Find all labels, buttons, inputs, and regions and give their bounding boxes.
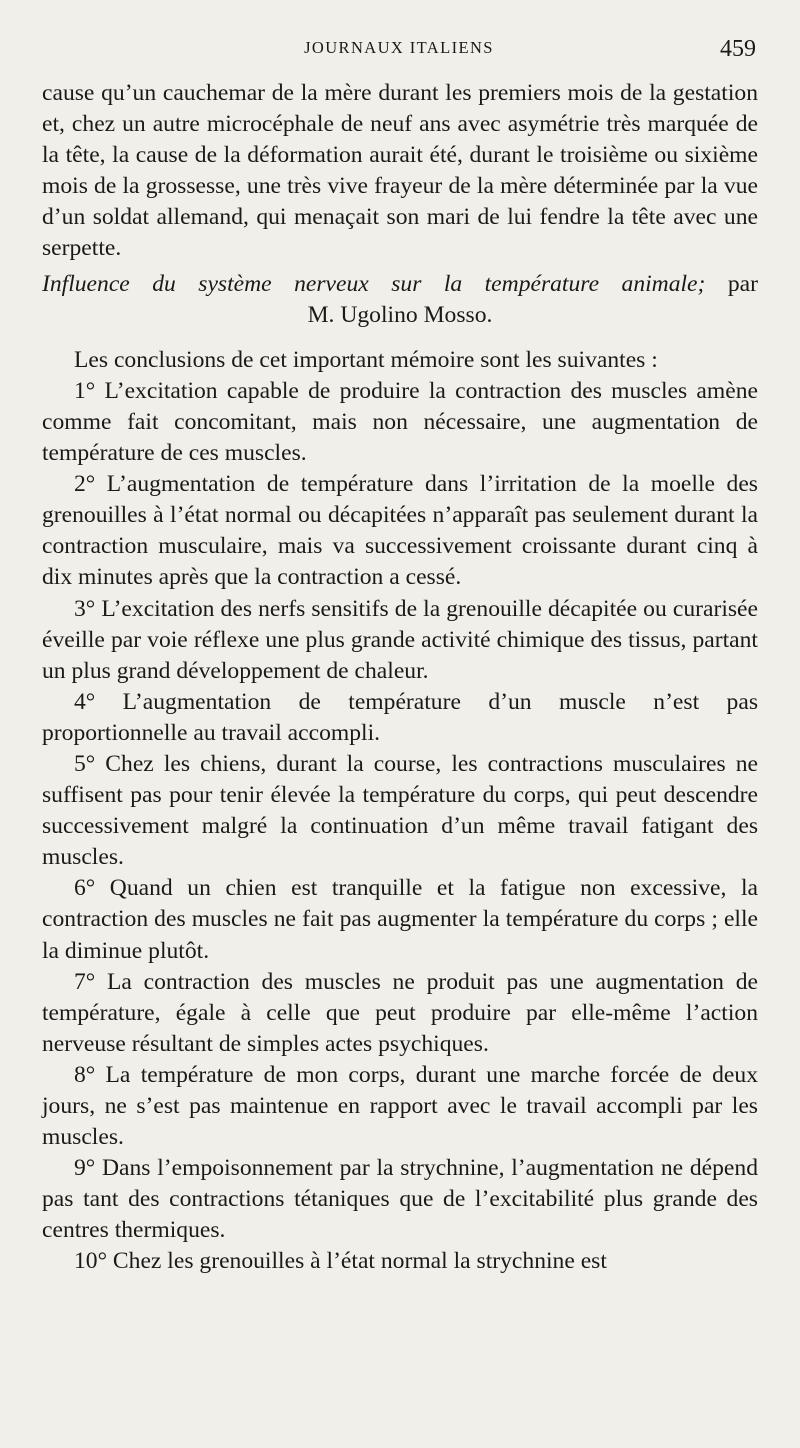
page-header	[42, 36, 756, 70]
conclusion-10: 10° Chez les grenouilles à l’état normal la strychnine est	[74, 1248, 607, 1275]
conclusion-5: 5° Chez les chiens, durant la course, les contractions musculaires ne suffisent pas pour tenir élevée la température du corps, qui peut descendre successivement malgré la continuation d’un même travail fatigant des muscles.	[42, 750, 758, 871]
page-number: 459	[720, 36, 756, 62]
body-text	[42, 78, 758, 1278]
article-title: Influence du système nerveux sur la température animale;	[42, 270, 706, 297]
conclusion-9: 9° Dans l’empoisonnement par la strychnine, l’augmentation ne dépend pas tant des contractions tétaniques que de l’excitabilité plus grande des centres thermiques.	[42, 1155, 758, 1244]
article-author: M. Ugolino Mosso.	[307, 301, 493, 328]
conclusion-7: 7° La contraction des muscles ne produit pas une augmentation de température, égale à celle que peut produire par elle-même l’action nerveuse résultant de simples actes psychiques.	[42, 968, 758, 1057]
article-by: par	[727, 270, 758, 297]
paragraph-conclusions-intro: Les conclusions de cet important mémoire sont les suivantes :	[74, 346, 658, 373]
conclusion-8: 8° La température de mon corps, durant une marche forcée de deux jours, ne s’est pas maintenue en rapport avec le travail accompli par les muscles.	[42, 1061, 758, 1151]
conclusion-6: 6° Quand un chien est tranquille et la fatigue non excessive, la contraction des muscles ne fait pas augmenter la température du corps ; elle la diminue plutôt.	[42, 875, 758, 964]
article-heading	[42, 269, 758, 300]
conclusion-3: 3° L’excitation des nerfs sensitifs de la grenouille décapitée ou curarisée éveille par voie réflexe une plus grande activité chimique des tissus, partant un plus grand développement de chaleur.	[42, 595, 758, 684]
paragraph-intro: cause qu’un cauchemar de la mère durant les premiers mois de la gestation et, chez un autre microcéphale de neuf ans avec asymétrie très marquée de la tête, la cause de la déformation aurait été, durant le troisième ou sixième mois de la grossesse, une très vive frayeur de la mère déterminée par la vue d’un soldat allemand, qui menaçait son mari de lui fendre la tête avec une serpette.	[42, 80, 758, 262]
conclusion-1: 1° L’excitation capable de produire la contraction des muscles amène comme fait concomitant, mais non nécessaire, une augmentation de température de ces muscles.	[42, 377, 758, 467]
conclusion-2: 2° L’augmentation de température dans l’irritation de la moelle des grenouilles à l’état normal ou décapitées n’apparaît pas seulement durant la contraction musculaire, mais va successivement croissante durant cinq à dix minutes après que la contraction a cessé.	[42, 471, 758, 591]
conclusion-4: 4° L’augmentation de température d’un muscle n’est pas proportionnelle au travail accompli.	[42, 688, 758, 746]
running-title: JOURNAUX ITALIENS	[304, 38, 494, 57]
